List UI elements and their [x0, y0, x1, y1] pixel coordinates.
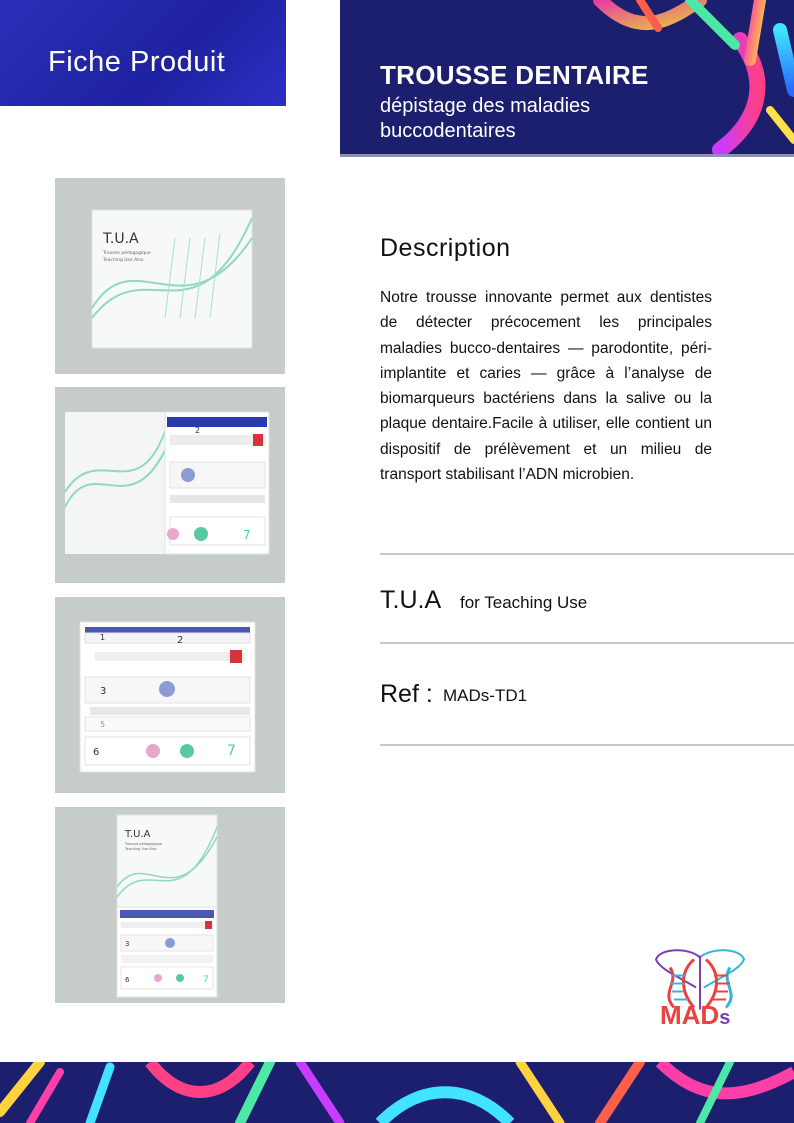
- svg-text:Teaching Use Also: Teaching Use Also: [125, 847, 157, 851]
- svg-text:2: 2: [195, 426, 201, 435]
- svg-text:3: 3: [100, 686, 107, 697]
- product-photo-4: [55, 807, 285, 1003]
- banner-bottom-edge: [340, 154, 794, 157]
- svg-text:6: 6: [93, 747, 100, 758]
- svg-text:3: 3: [125, 940, 130, 948]
- svg-text:T.U.A: T.U.A: [125, 829, 151, 840]
- description-heading: Description: [380, 234, 511, 262]
- svg-text:6: 6: [125, 976, 130, 984]
- header-badge: [0, 0, 286, 106]
- product-name: T.U.A: [380, 586, 442, 614]
- divider: [380, 553, 794, 555]
- ref-value: MADs-TD1: [443, 686, 528, 705]
- mads-logo-text: MADs: [660, 1000, 731, 1030]
- svg-text:7: 7: [243, 528, 251, 542]
- svg-text:7: 7: [203, 975, 209, 985]
- product-title: TROUSSE DENTAIRE: [380, 60, 649, 90]
- svg-text:2: 2: [177, 635, 184, 646]
- product-photo-1: [55, 178, 285, 374]
- svg-text:Teaching Use Also: Teaching Use Also: [103, 258, 144, 263]
- svg-text:5: 5: [100, 720, 106, 729]
- divider: [380, 744, 794, 746]
- svg-text:7: 7: [227, 743, 236, 759]
- svg-text:1: 1: [100, 633, 106, 642]
- product-subtitle: dépistage des maladies buccodentaires: [380, 95, 591, 142]
- description-text: Notre trousse innovante permet aux dentistes de détecter précocement les principales maladies bucco-dentaires — parodontite, péri-implantite et caries — grâce à l’analyse de biomarqueurs bactériens dans la salive ou la plaque dentaire.Facile à utiliser, elle contient un dispositif de prélèvement et un milieu de transport stabilisant l’ADN microbien.: [380, 289, 712, 484]
- badge-title: Fiche Produit: [48, 46, 226, 78]
- header-banner: [340, 0, 794, 157]
- svg-text:Trousse pédagogique: Trousse pédagogique: [125, 842, 163, 846]
- svg-text:Trousse pédagogique: Trousse pédagogique: [103, 251, 151, 256]
- product-photo-3: [55, 597, 285, 793]
- divider: [380, 642, 794, 644]
- product-photo-2: [55, 387, 285, 583]
- product-name-sub: for Teaching Use: [460, 593, 588, 612]
- footer-banner: [0, 1062, 794, 1123]
- ref-label: Ref :: [380, 680, 433, 708]
- footer-dna-art: [0, 1062, 794, 1123]
- photo1-box-title: T.U.A: [103, 231, 139, 247]
